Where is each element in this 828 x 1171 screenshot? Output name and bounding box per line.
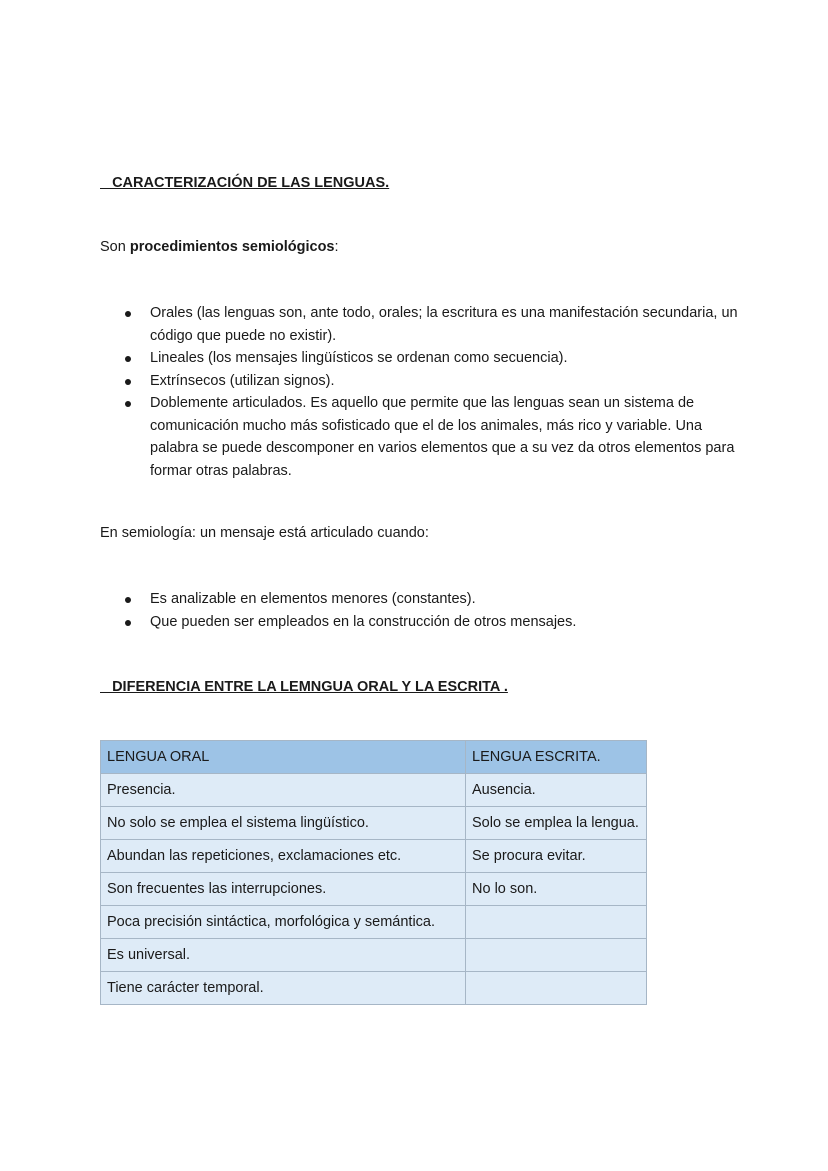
list-item [100,392,740,482]
table-row [101,972,647,1005]
table-cell: No lo son. [466,873,647,906]
bullet-icon [125,311,131,317]
table-row [101,840,647,873]
list-item [100,302,740,347]
bullet-icon [125,401,131,407]
section-heading-diferencia: DIFERENCIA ENTRE LA LEMNGUA ORAL Y LA ESCRITA . [100,679,508,695]
table-cell [466,972,647,1005]
list-item-text: Que pueden ser empleados en la construcción de otros mensajes. [150,613,577,630]
section-heading-caracterizacion: CARACTERIZACIÓN DE LAS LENGUAS. [100,175,390,191]
bullet-icon [125,356,131,362]
table-cell: Se procura evitar. [466,840,647,873]
intro-suffix: : [334,239,339,255]
table-cell: No solo se emplea el sistema lingüístico. [101,807,466,840]
table-cell: Presencia. [101,774,466,807]
list-item [100,370,740,393]
articulation-list [100,588,740,633]
table-row [101,807,647,840]
table-row [101,774,647,807]
list-item [100,611,740,634]
table-row [101,906,647,939]
list-item-text: Lineales (los mensajes lingüísticos se ordenan como secuencia). [150,350,568,366]
bullet-icon [125,620,131,626]
column-header-escrita: LENGUA ESCRITA. [466,741,647,774]
table-cell: Tiene carácter temporal. [101,972,466,1005]
bullet-icon [125,597,131,603]
table-header-row [101,741,647,774]
table-row [101,873,647,906]
intro-paragraph [100,239,339,255]
table-cell: Es universal. [101,939,466,972]
intro-bold-term: procedimientos semiológicos [129,239,335,255]
table-cell: Ausencia. [466,774,647,807]
list-item [100,588,740,611]
list-item-text: Extrínsecos (utilizan signos). [150,372,335,389]
semiologia-paragraph: En semiología: un mensaje está articulado cuando: [100,525,429,541]
column-header-oral: LENGUA ORAL [101,741,466,774]
comparison-table [100,740,647,1005]
table-cell: Abundan las repeticiones, exclamaciones etc. [101,840,466,873]
characteristics-list [100,302,740,482]
bullet-icon [125,379,131,385]
table-cell: Poca precisión sintáctica, morfológica y semántica. [101,906,466,939]
list-item-text: Es analizable en elementos menores (constantes). [150,591,476,607]
table-row [101,939,647,972]
list-item-text: Doblemente articulados. Es aquello que permite que las lenguas sean un sistema de comunicación mucho más sofisticado que el de los animales, más rico y variable. Una palabra se puede descomponer en varios elementos que a su vez da otros elementos para formar otras palabras. [150,395,735,479]
table-cell [466,939,647,972]
intro-prefix: Son [100,239,130,255]
table-cell: Solo se emplea la lengua. [466,807,647,840]
table-cell: Son frecuentes las interrupciones. [101,873,466,906]
list-item-text: Orales (las lenguas son, ante todo, orales; la escritura es una manifestación secundaria, un código que puede no existir). [150,305,738,344]
list-item [100,347,740,370]
table-cell [466,906,647,939]
